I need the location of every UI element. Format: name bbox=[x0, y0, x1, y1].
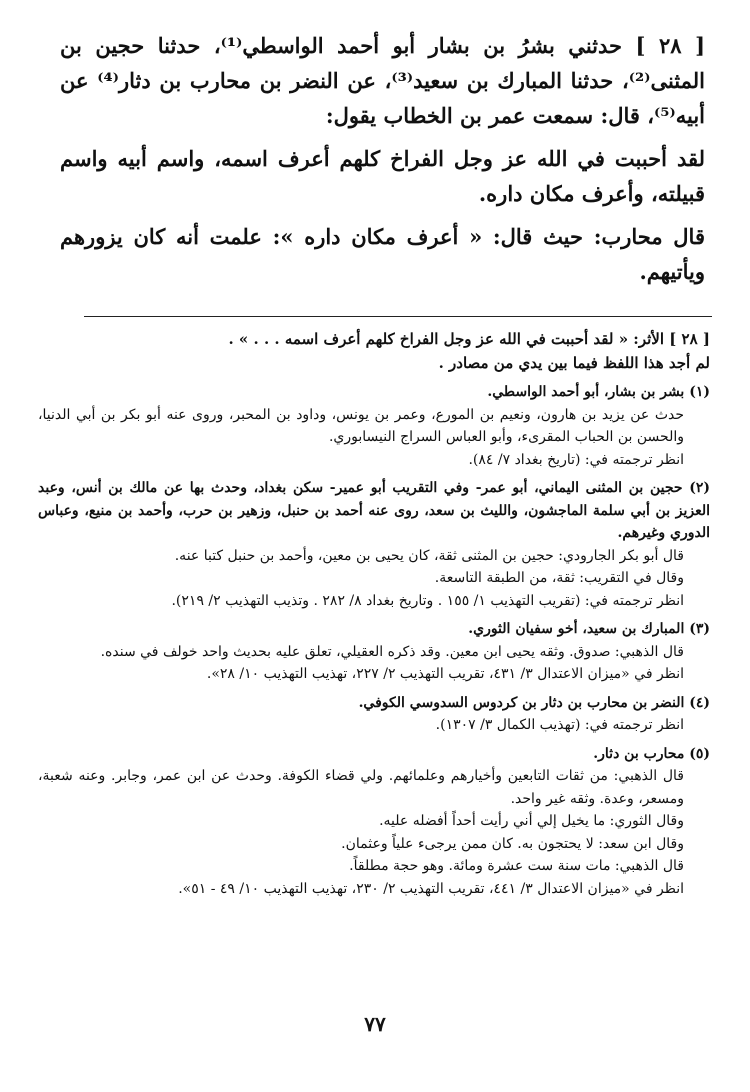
footnote-4 bbox=[38, 692, 710, 737]
footnote-5-line: وقال ابن سعد: لا يحتجون به. كان ممن يرجىء علياً وعثمان. bbox=[341, 835, 684, 852]
footnote-divider bbox=[84, 316, 712, 317]
footnote-3-line: انظر في «ميزان الاعتدال ٣/ ٤٣١، تقريب التهذيب ٢/ ٢٢٧، تهذيب التهذيب ١٠/ ٢٨». bbox=[206, 666, 684, 682]
footnote-1-line: حدث عن يزيد بن هارون، ونعيم بن المورع، وعمر بن يونس، وداود بن المحبر، وروى عنه أبو بكر بن أبي الدنيا، والحسن بن الحباب المقرىء، وأبو العباس السراج النيسابوري. bbox=[38, 406, 684, 445]
footnote-2-line: انظر ترجمته في: (تقريب التهذيب ١/ ١٥٥ . وتاريخ بغداد ٨/ ٢٨٢ . وتذيب التهذيب ٢/ ٢١٩). bbox=[171, 592, 684, 609]
footnote-5-title: (٥) محارب بن دثار. bbox=[593, 745, 710, 762]
footnote-4-title: (٤) النضر بن محارب بن دثار بن كردوس السدوسي الكوفي. bbox=[358, 694, 710, 711]
footnote-5-line: انظر في «ميزان الاعتدال ٣/ ٤٤١، تقريب التهذيب ٢/ ٢٣٠، تهذيب التهذيب ١٠/ ٤٩ - ٥١». bbox=[178, 880, 684, 897]
page-number: ٧٧ bbox=[364, 1012, 386, 1036]
footnote-header-line-1: [ ٢٨ ] الأثر: « لقد أحببت في الله عز وجل الفراخ كلهم أعرف اسمه . . . » . bbox=[228, 330, 710, 348]
footnote-5-line: وقال الثوري: ما يخيل إلي أني رأيت أحداً أفضله عليه. bbox=[379, 813, 684, 829]
main-text-block bbox=[60, 28, 705, 297]
footnote-3-line: قال الذهبي: صدوق. وثقه يحيى ابن معين. وقد ذكره العقيلي، تعلق عليه بحديث واحد خولف في سنده. bbox=[100, 643, 684, 660]
footnote-5 bbox=[38, 743, 710, 901]
footnote-2-title: (٢) حجين بن المثنى اليماني، أبو عمر- وفي التقريب أبو عمير- سكن بغداد، وحدث بها عن مالك بن أنس، وعبد العزيز بن أبي سلمة الماجشون، والليث بن سعد، روى عنه أحمد بن حنبل، وزهير بن حرب، وأحمد بن منيع، وعباس الدوري وغيرهم. bbox=[38, 480, 710, 541]
footnote-2 bbox=[38, 477, 710, 612]
footnote-3 bbox=[38, 618, 710, 686]
commentary-paragraph: قال محارب: حيث قال: « أعرف مكان داره »: علمت أنه كان يزورهم ويأتيهم. bbox=[60, 224, 705, 284]
athar-text-paragraph: لقد أحببت في الله عز وجل الفراخ كلهم أعرف اسمه، واسم أبيه واسم قبيلته، وأعرف مكان داره. bbox=[60, 146, 705, 206]
footnote-5-line: قال الذهبي: مات سنة ست عشرة ومائة. وهو حجة مطلقاً. bbox=[349, 858, 684, 874]
footnote-2-line: قال أبو بكر الجارودي: حجين بن المثنى ثقة، كان يحيى بن معين، وأحمد بن حنبل كتبا عنه. bbox=[174, 547, 684, 564]
footnotes-block bbox=[38, 327, 710, 900]
isnad-paragraph: [ ٢٨ ] حدثني بشرُ بن بشار أبو أحمد الواسطي⁽¹⁾، حدثنا حجين بن المثنى⁽²⁾، حدثنا المبارك بن سعيد⁽³⁾، عن النضر بن محارب بن دثار⁽⁴⁾ عن أبيه⁽⁵⁾، قال: سمعت عمر بن الخطاب يقول: bbox=[60, 33, 706, 128]
footnote-1-title: (١) بشر بن بشار، أبو أحمد الواسطي. bbox=[487, 384, 710, 400]
footnote-header-line-2: لم أجد هذا اللفظ فيما بين يدي من مصادر . bbox=[438, 354, 710, 372]
footnote-1-line: انظر ترجمته في: (تاريخ بغداد ٧/ ٨٤). bbox=[468, 451, 684, 468]
footnote-3-title: (٣) المبارك بن سعيد، أخو سفيان الثوري. bbox=[468, 621, 710, 637]
footnote-header bbox=[38, 327, 710, 375]
footnote-1 bbox=[38, 381, 710, 471]
footnote-5-line: قال الذهبي: من ثقات التابعين وأخيارهم وعلمائهم. ولي قضاء الكوفة. وحدث عن ابن عمر، وجابر. وعنه شعبة، ومسعر، وعدة. وثقه غير واحد. bbox=[38, 768, 684, 807]
footnote-2-line: وقال في التقريب: ثقة، من الطبقة التاسعة. bbox=[434, 570, 684, 586]
footnote-4-line: انظر ترجمته في: (تهذيب الكمال ٣/ ١٣٠٧). bbox=[435, 717, 684, 733]
